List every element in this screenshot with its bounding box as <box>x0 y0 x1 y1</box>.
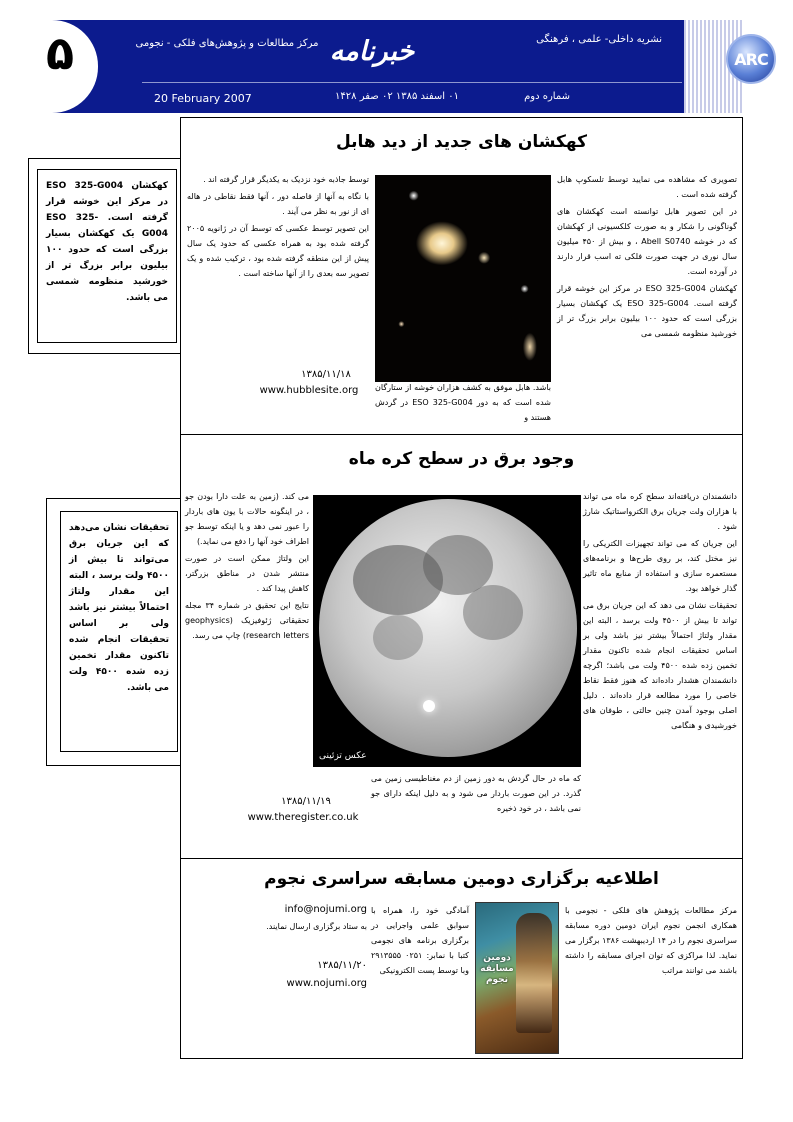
article-competition-source[interactable]: www.nojumi.org <box>286 978 367 989</box>
paragraph: توسط جاذبه خود نزدیک به یکدیگر قرار گرفته اند . <box>203 175 369 184</box>
article-competition-col-left: به ستاد برگزاری ارسال نمایند. <box>266 922 367 931</box>
article-competition-col-mid: آمادگی خود را، همراه با سوابق علمی واجرایی در برگزاری برنامه های نجومی کتبا با نمابر: ۰۲۵۱ ۲۹۱۳۵۵۵ وبا توسط پست الکترونیکی <box>371 906 469 975</box>
article-hubble-bottom: باشد. هابل موفق به کشف هزاران خوشه از ستارگان شده است که به دور ESO 325-G004 در گردش هستند و <box>375 383 552 422</box>
paragraph: می کند. (زمین به علت دارا بودن جو ، در اینگونه حالات با یون های باردار را عبور نمی دهد و یا اینکه توسط جو اطراف خود آنها را دفع می نماید.) <box>185 492 309 546</box>
article-competition-col-right: مرکز مطالعات پژوهش های فلکی - نجومی با همکاری انجمن نجوم ایران دومین دوره مسابقه سراسری نجوم را در ۱۴ اردیبهشت ۱۳۸۶ برگزار می نماید. لذا مراکزی که توان اجرای مسابقه را داشته باشند می توانند مراتب <box>565 906 737 975</box>
article-competition-date: ۱۳۸۵/۱۱/۲۰ <box>317 960 367 971</box>
paragraph: دانشمندان دریافته‌اند سطح کره ماه می تواند با هزاران ولت جریان برق الکترواستاتیک شارژ شود . <box>583 492 737 531</box>
date-persian: ۰۱ اسفند ۱۳۸۵ ۰۲ صفر ۱۴۲۸ <box>335 91 459 102</box>
moon-image <box>313 495 581 767</box>
paragraph: این تصویر توسط عکسی که توسط آن در ژانویه ۲۰۰۵ گرفته شده بود به همراه عکسی که حدود یک سال پیش از این منطقه گرفته شده بود ، ترکیب شده و یک تصویر سه بعدی را از آنها ساخته است . <box>187 224 369 278</box>
logo-text: ARC <box>734 50 768 69</box>
paragraph: تحقیقات نشان می دهد که این جریان برق می تواند تا بیش از ۴۵۰۰ ولت برسد ، البته این مقدار ولتاژ احتمالاً بیشتر نیز باشد ولی بر اساس تحقیقات انجام شده تاکنون مقدار تخمین زده شده ۴۵۰۰ ولت می باشد؛ اگرچه دانشمندان هشدار داده‌اند که هنوز فقط نقاط خاصی را مورد مطالعه قرار داده‌اند . دلیل اصلی بوجود آمدن چنین حالتی ، طوفان های خورشیدی و هنگامی <box>583 601 738 730</box>
article-moon-col-right <box>583 489 737 733</box>
article-hubble-source[interactable]: www.hubblesite.org <box>259 385 359 396</box>
poster-nebula <box>516 913 552 1033</box>
articles-frame <box>180 117 743 1059</box>
org-line: مرکز مطالعات و پژوهش‌های فلکی - نجومی <box>135 38 319 49</box>
article-moon-source[interactable]: www.theregister.co.uk <box>247 812 359 823</box>
paragraph: کهکشان ESO 325-G004 در مرکز این خوشه قرار گرفته است. ESO 325-G004 یک کهکشان بسیار بزرگی است که حدود ۱۰۰ بیلیون برابر بزرگ تر از خورشید منظومه شمسی می <box>557 284 738 338</box>
article-moon-col-left <box>185 489 309 643</box>
article-hubble-col-right <box>557 172 737 341</box>
image-credit: عکس تزئینی <box>319 751 367 761</box>
publication-kind: نشریه داخلی- علمی ، فرهنگی <box>536 34 662 45</box>
callout-galaxy <box>37 169 177 343</box>
article-moon <box>181 434 742 858</box>
competition-poster-image <box>475 902 559 1054</box>
paragraph: این ولتاژ ممکن است در صورت منتشر شدن در مناطق بزرگتر، کاهش پیدا کند . <box>185 554 309 593</box>
moon-mare <box>463 585 523 640</box>
galaxy-image <box>375 175 551 382</box>
article-competition-title: اطلاعیه برگزاری دومین مسابقه سراسری نجوم <box>264 869 659 889</box>
header-divider <box>142 82 682 83</box>
issue-number-tab <box>22 20 98 113</box>
article-hubble-date: ۱۳۸۵/۱۱/۱۸ <box>301 369 351 380</box>
paragraph: در این تصویر هابل توانسته است کهکشان های گوناگونی را شکار و به صورت کلکسیونی از کهکشان که در خوشه Abell S0740 ، و بیش از ۴۵۰ میلیون سال نوری در جهت صورت فلکی ته اسب قرار دارند در آورده است. <box>557 207 737 276</box>
article-moon-date: ۱۳۸۵/۱۱/۱۹ <box>281 796 331 807</box>
article-moon-bottom: که ماه در حال گردش به دور زمین از دم مغناطیسی زمین می گذرد. در این صورت باردار می شود و به دلیل اینکه دارای جو نمی باشد ، در خود ذخیره <box>371 774 581 813</box>
newsletter-header <box>22 20 782 113</box>
callout-moon-text: تحقیقات نشان می‌دهد که این جریان برق می‌تواند تا بیش از ۴۵۰۰ ولت برسد ، البته این مقدار ولتاژ احتمالاً بیشتر نیز باشد ولی بر اساس تحقیقات انجام شده تاکنون مقدار تخمین زده شده ۴۵۰۰ ولت می باشد. <box>69 523 169 693</box>
newsletter-title: خبرنامه <box>329 36 415 67</box>
contact-email[interactable]: info@nojumi.org <box>284 904 367 915</box>
logo-area <box>684 20 782 113</box>
article-hubble-title: کهکشان های جدید از دید هابل <box>335 132 588 152</box>
paragraph: تصویری که مشاهده می نمایید توسط تلسکوپ هابل گرفته شده است . <box>557 175 737 199</box>
poster-text: دومین مسابقه نجوم <box>480 953 514 985</box>
callout-moon <box>60 511 178 752</box>
moon-crater <box>423 700 435 712</box>
article-hubble <box>181 118 742 434</box>
date-english: 20 February 2007 <box>154 92 252 105</box>
paragraph: با نگاه به آنها از فاصله دور ، آنها فقط نقاطی در هاله ای از نور به نظر می آیند . <box>187 192 369 216</box>
article-moon-title: وجود برق در سطح کره ماه <box>348 449 575 469</box>
paragraph: نتایج این تحقیق در شماره ۳۴ مجله تحقیقاتی ژئوفیزیک (geophysics research letters) چاپ می رسد. <box>185 601 309 640</box>
moon-mare <box>373 615 423 660</box>
callout-galaxy-text: کهکشان ESO 325-G004 در مرکز این خوشه قرار گرفته است. ESO 325-G004 یک کهکشان بسیار بزرگی است که حدود ۱۰۰ بیلیون برابر بزرگ تر از خورشید منظومه شمسی می باشد. <box>46 181 169 303</box>
issue-label: شماره دوم <box>524 91 570 102</box>
paragraph: این جریان که می تواند تجهیزات الکتریکی را نیز مختل کند، بر روی طرح‌ها و برنامه‌های مستعمره سازی و استفاده از منابع ماه تاثیر گذار خواهد بود. <box>583 539 737 593</box>
arc-logo-icon <box>726 34 776 84</box>
article-competition <box>181 858 742 1058</box>
article-hubble-col-left <box>187 172 369 281</box>
issue-number: ۵ <box>45 26 75 80</box>
